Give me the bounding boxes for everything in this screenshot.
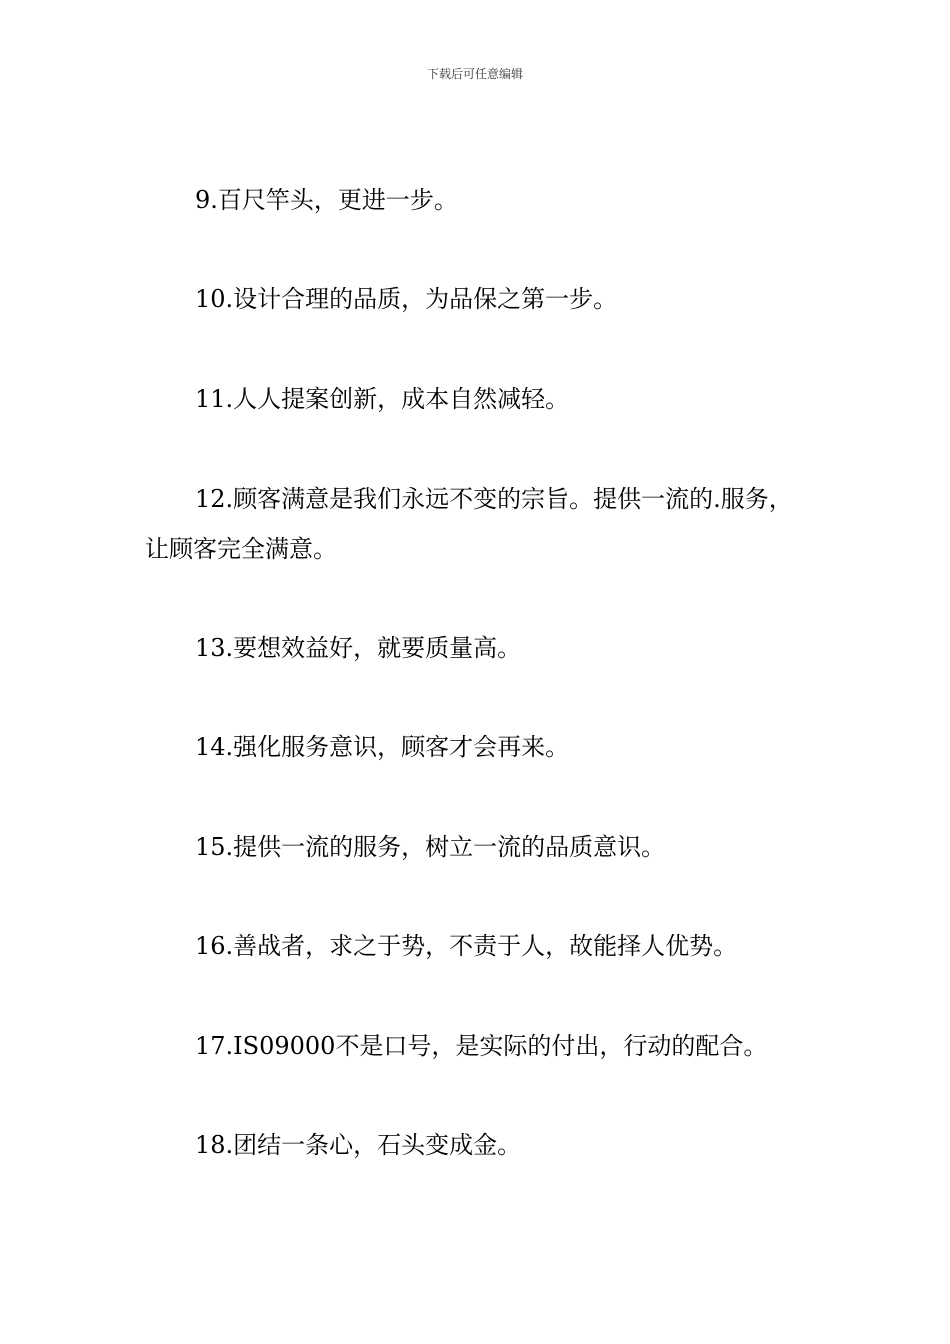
paragraph-17: 17.IS09000不是口号，是实际的付出，行动的配合。	[195, 1032, 768, 1060]
paragraph-15: 15.提供一流的服务，树立一流的品质意识。	[195, 833, 666, 861]
paragraph-16: 16.善战者，求之于势，不责于人，故能择人优势。	[195, 932, 738, 960]
paragraph-10: 10.设计合理的品质，为品保之第一步。	[195, 285, 618, 313]
page-header-note: 下载后可任意编辑	[426, 67, 523, 81]
paragraph-18: 18.团结一条心，石头变成金。	[195, 1131, 522, 1159]
paragraph-11: 11.人人提案创新，成本自然减轻。	[195, 385, 570, 413]
paragraph-14: 14.强化服务意识，顾客才会再来。	[195, 733, 570, 761]
paragraph-9: 9.百尺竿头，更进一步。	[195, 186, 458, 214]
paragraph-12: 12.顾客满意是我们永远不变的宗旨。提供一流的.服务，让顾客完全满意。	[145, 485, 793, 563]
paragraph-13: 13.要想效益好，就要质量高。	[195, 634, 522, 662]
